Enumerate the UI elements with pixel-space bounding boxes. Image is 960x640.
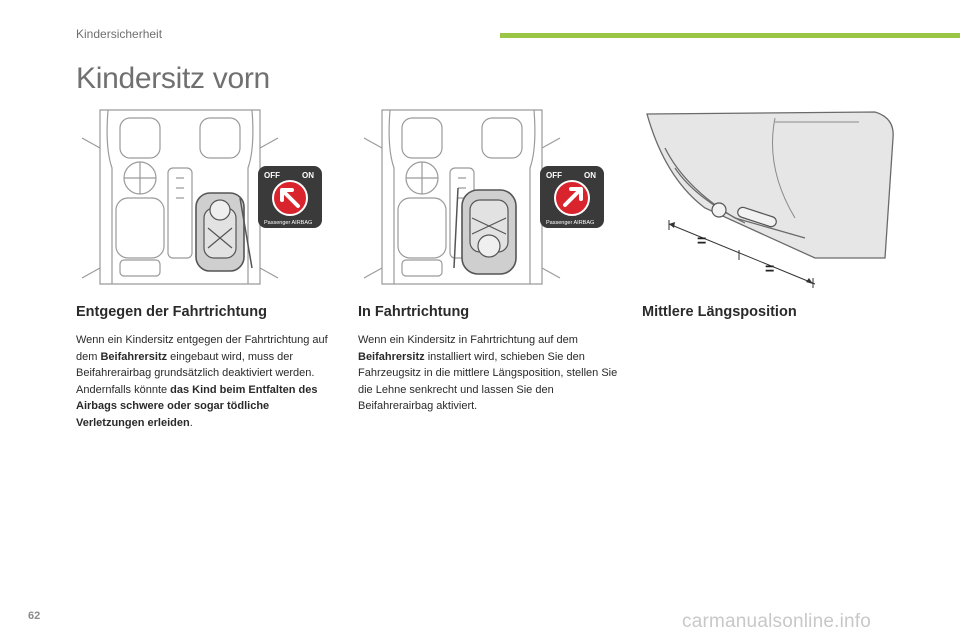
text-forward-facing bbox=[358, 332, 620, 415]
text-segment: eingebaut wird, muss der Beifahrerairbag grundsätzlich deaktiviert werden. Andernfalls könnte bbox=[76, 350, 315, 396]
text-segment: . bbox=[189, 416, 193, 429]
badge-off-label: OFF bbox=[546, 171, 562, 180]
figure-forward-facing bbox=[362, 108, 622, 288]
text-rear-facing bbox=[76, 332, 338, 431]
badge-off-label: OFF bbox=[264, 171, 280, 180]
text-segment: Wenn ein Kindersitz entgegen der Fahrtrichtung auf dem bbox=[76, 334, 328, 363]
text-bold: das Kind beim Entfalten des Airbags schwere oder sogar tödliche Verletzungen erleiden bbox=[76, 383, 318, 429]
airbag-off-badge bbox=[258, 166, 322, 228]
airbag-on-badge bbox=[540, 166, 604, 228]
section-label: Kindersicherheit bbox=[76, 27, 163, 41]
badge-on-label: ON bbox=[584, 171, 596, 180]
equal-mark-right: = bbox=[765, 261, 775, 278]
figure-middle-position bbox=[645, 108, 915, 288]
figure-rear-facing bbox=[80, 108, 340, 288]
badge-on-label: ON bbox=[302, 171, 314, 180]
column-rear-facing bbox=[76, 304, 338, 431]
heading-rear-facing: Entgegen der Fahrtrichtung bbox=[76, 304, 267, 320]
text-bold: Beifahrersitz bbox=[100, 350, 168, 363]
text-segment: Wenn ein Kindersitz in Fahrtrichtung auf dem bbox=[358, 334, 578, 346]
text-bold: Beifahrersitz bbox=[358, 350, 425, 363]
heading-middle-position: Mittlere Längsposition bbox=[642, 304, 797, 320]
page-title: Kindersitz vorn bbox=[76, 62, 270, 95]
page-number: 62 bbox=[28, 610, 41, 622]
badge-caption: Passenger AIRBAG bbox=[546, 220, 595, 226]
column-middle-position bbox=[642, 304, 904, 332]
accent-bar bbox=[500, 33, 960, 38]
column-forward-facing bbox=[358, 304, 620, 415]
badge-caption: Passenger AIRBAG bbox=[264, 220, 313, 226]
heading-forward-facing: In Fahrtrichtung bbox=[358, 304, 470, 320]
equal-mark-left: = bbox=[697, 233, 707, 250]
text-segment: installiert wird, schieben Sie den Fahrzeugsitz in die mittlere Längsposition, stellen Sie die Lehne senkrecht und lassen Sie den Beifahrerairbag aktiviert. bbox=[358, 350, 618, 412]
watermark: carmanualsonline.info bbox=[682, 611, 872, 632]
